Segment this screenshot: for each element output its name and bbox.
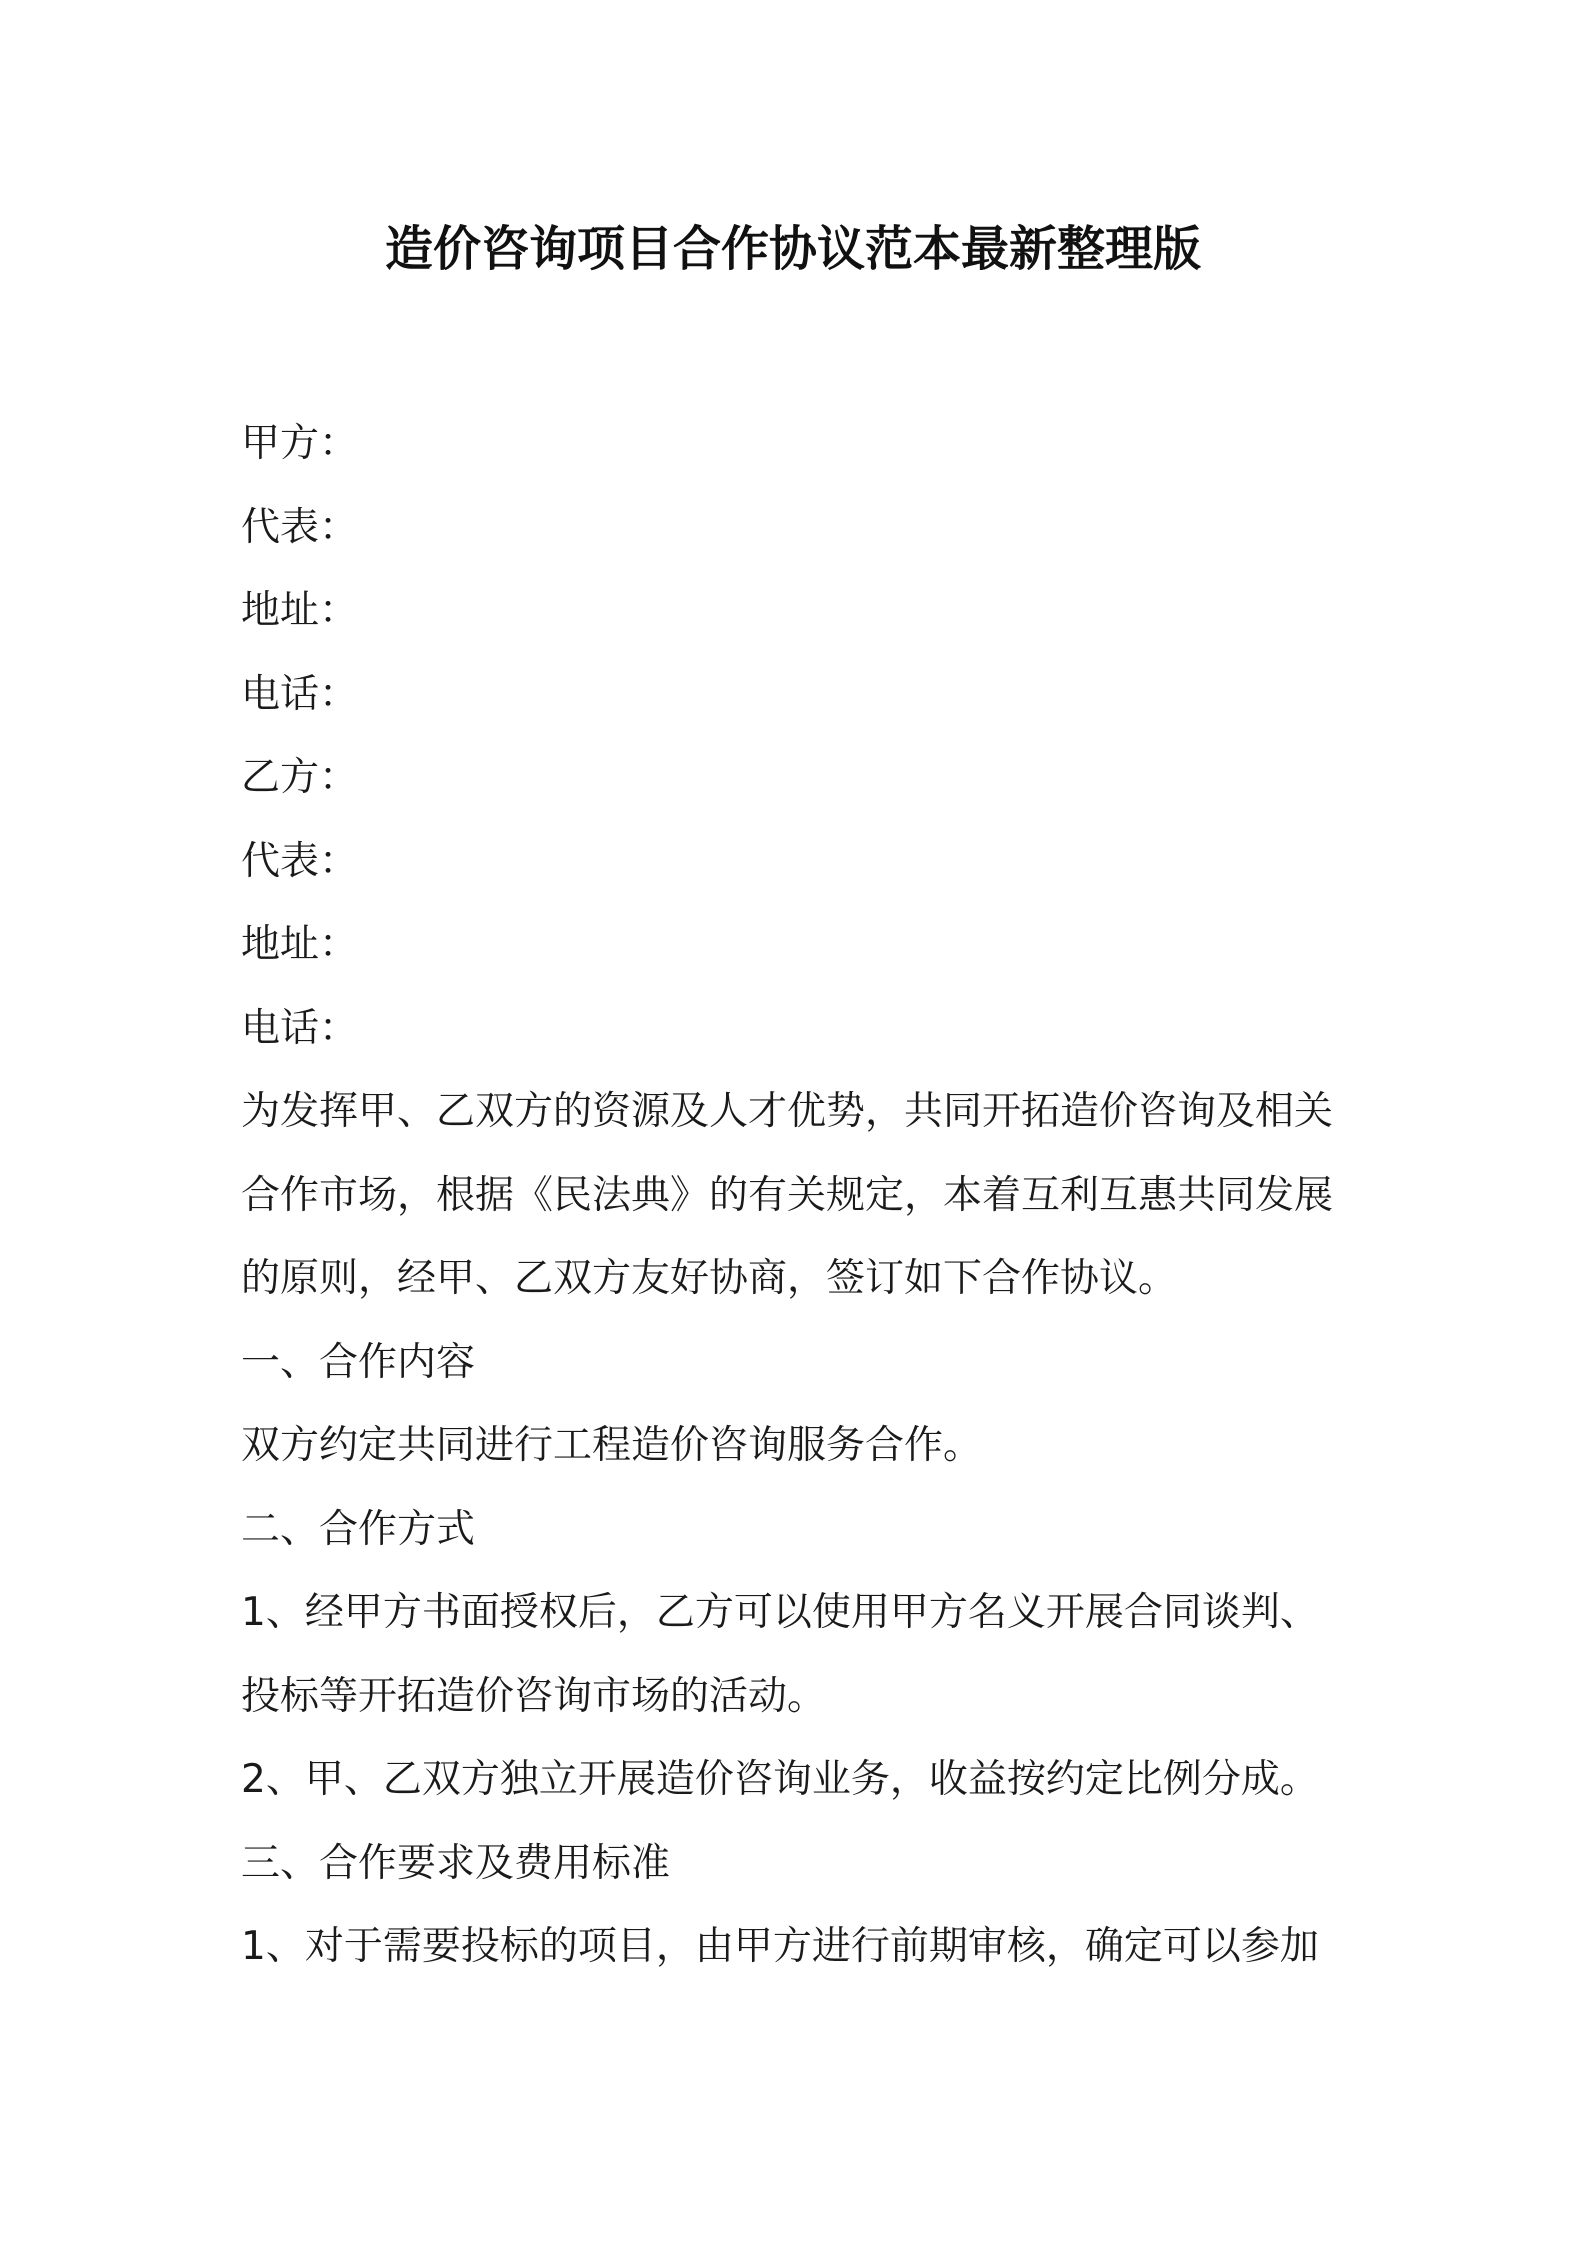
paragraph-line: 2、甲、乙双方独立开展造价咨询业务，收益按约定比例分成。 <box>241 1757 1319 1802</box>
paragraph-line: 1、对于需要投标的项目，由甲方进行前期审核，确定可以参加 <box>241 1924 1319 1969</box>
party-b-rep-label: 代表： <box>241 838 359 884</box>
party-b-name-field <box>241 736 1361 820</box>
preamble-line: 为发挥甲、乙双方的资源及人才优势，共同开拓造价咨询及相关 <box>241 1089 1334 1134</box>
preamble-line: 合作市场，根据《民法典》的有关规定，本着互利互惠共同发展 <box>241 1172 1334 1218</box>
party-b-name-label: 乙方： <box>241 755 359 800</box>
paragraph-line: 1、经甲方书面授权后，乙方可以使用甲方名义开展合同谈判、 <box>241 1590 1319 1635</box>
party-a-phone-field <box>241 653 1361 737</box>
section-heading-cooperation-content: 一、合作内容 <box>241 1339 476 1385</box>
party-a-rep-label: 代表： <box>241 504 359 550</box>
party-a-name-field <box>241 402 1361 486</box>
paragraph-line: 投标等开拓造价咨询市场的活动。 <box>241 1673 827 1719</box>
document-body <box>241 402 1361 1989</box>
party-a-address-field <box>241 569 1361 653</box>
party-a-address-label: 地址： <box>241 588 359 633</box>
party-b-address-label: 地址： <box>241 922 359 967</box>
party-a-rep-field <box>241 486 1361 570</box>
party-a-phone-label: 电话： <box>241 671 359 717</box>
party-b-address-field <box>241 903 1361 987</box>
section-heading-cooperation-method: 二、合作方式 <box>241 1506 476 1552</box>
party-b-phone-field <box>241 987 1361 1071</box>
party-b-rep-field <box>241 820 1361 904</box>
preamble-line: 的原则，经甲、乙双方友好协商，签订如下合作协议。 <box>241 1256 1178 1301</box>
document-title: 造价咨询项目合作协议范本最新整理版 <box>384 221 1201 277</box>
section-heading-requirements-fees: 三、合作要求及费用标准 <box>241 1840 671 1886</box>
party-a-name-label: 甲方： <box>241 421 359 466</box>
paragraph-line: 双方约定共同进行工程造价咨询服务合作。 <box>241 1423 983 1468</box>
party-b-phone-label: 电话： <box>241 1005 359 1051</box>
